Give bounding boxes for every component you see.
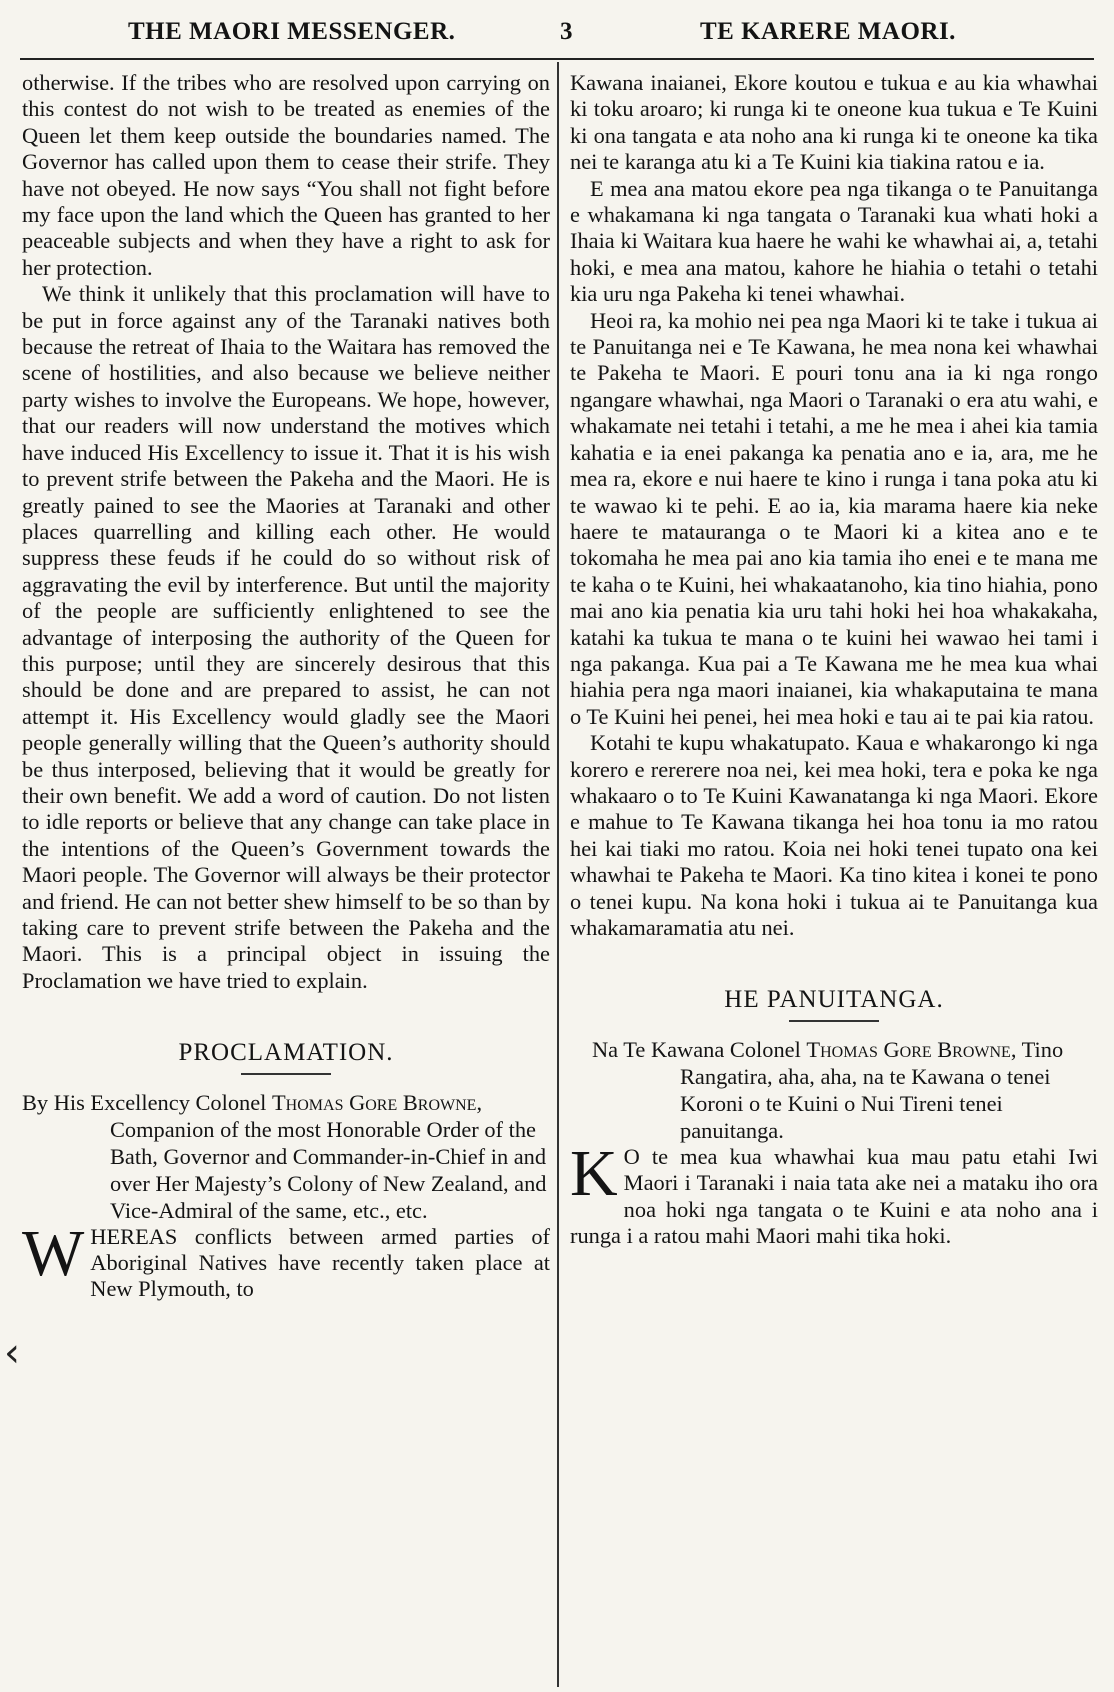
byline-lead: Na Te Kawana Colonel — [592, 1036, 801, 1062]
page-number: 3 — [560, 18, 573, 45]
proclamation-byline — [22, 1089, 550, 1224]
english-column — [22, 70, 550, 1303]
proclamation-body — [22, 1216, 550, 1303]
article-paragraph: Heoi ra, ka mohio nei pea nga Maori ki te take i tukua ai te Panuitanga nei e Te Kawana, he mea nona kei whawhai te Pakeha te Maori. E pouri tonu ana ia ki nga rongo ngangare whawhai, nga Maori o Taranaki o era atu wahi, e whakamate nei tetahi i tetahi, a me he mea i ahei kia tamia kahatia e ia enei pakanga ka penatia ano e ia, ara, me he mea ra, ekore e nui haere te kino i runga i tana poka atu ki te wawao ki te pehi. E ao ia, kia marama haere kia neke haere te matauranga o te Maori ki a kitea ano e te tokomaha he mea pai ano kia tamia iho enei e te mana me te kaha o te Kuini, hei whakaatanoho, kia tino hiahia, pono mai ano kia penatia kia uru tahi hoki hei hoa whakakaha, katahi ka tukua te mana o te kuini hei wawao hei tami i nga pakanga. Kua pai a Te Kawana me he mea kua whai hiahia pera nga maori inaianei, kia whakaputaina te mana o Te Kuini hei penei, hei mea hoki e tau ai te pai kia ratou. — [570, 307, 1098, 729]
byline-lead: By His Excellency Colonel — [22, 1089, 267, 1115]
drop-cap: K — [570, 1136, 618, 1210]
proclamation-title: PROCLAMATION. — [178, 1039, 394, 1067]
byline-rest: , Companion of the most Honorable Order of the Bath, Governor and Commander-in-Chief in and over Her Majesty’s Colony of New Zealand, and Vice-Admiral of the same, etc., etc. — [110, 1089, 547, 1223]
maori-column — [570, 70, 1098, 1249]
header-right-title: TE KARERE MAORI. — [700, 18, 956, 45]
column-divider — [557, 62, 559, 1687]
byline-name: Thomas Gore Browne — [272, 1089, 477, 1115]
article-paragraph: otherwise. If the tribes who are resolved upon carrying on this contest do not wish to be treated as enemies of the Queen let them keep outside the boundaries named. The Governor has called upon them to cease their strife. They have not obeyed. He now says “You shall not fight before my face upon the land which the Queen has granted to her peaceable subjects and when they have a right to ask for her protection. — [22, 70, 550, 280]
article-paragraph: Kotahi te kupu whakatupato. Kaua e whakarongo ki nga korero e rererere noa nei, kei mea hoki, tera e poka ke nga whakaaro o to Te Kuini Kawanatanga ki nga Maori. Ekore e mahue to Te Kawana tikanga hei hoa tonu ia mo ratou hei kai tiaki mo ratou. Koia nei hoki tenei tupato ona kei whawhai te Pakeha te Maori. Ka tino kitea i konei te pono o tenei kupu. Na kona hoki i tukua ai te Panuitanga kua whakamaramatia atu nei. — [570, 730, 1098, 940]
article-paragraph: We think it unlikely that this proclamation will have to be put in force against any of the Taranaki natives both because the retreat of Ihaia to the Waitara has removed the scene of hostilities, and also because we believe neither party wishes to involve the Europeans. We hope, however, that our readers will now understand the motives which have induced His Excellency to issue it. That it is his wish to prevent strife between the Pakeha and the Maori. He is greatly pained to see the Maories at Taranaki and other places quarrelling and killing each other. He would suppress these feuds if he could do so without risk of aggravating the evil by interference. But until the majority of the people are sufficiently enlightened to see the advantage of interposing the authority of the Queen for this purpose; until they are sincerely desirous that this should be done and are prepared to assist, he can not attempt it. His Excellency would gladly see the Maori people generally willing that the Queen’s authority should be thus interposed, believing that it would be greatly for their own benefit. We add a word of caution. Do not listen to idle reports or believe that any change can take place in the intentions of the Queen’s Government towards the Maori people. The Governor will always be their protector and friend. He can not better shew himself to be so than by taking care to prevent strife between the Pakeha and the Maori. This is a principal object in issuing the Proclamation we have tried to explain. — [22, 281, 550, 993]
article-paragraph: E mea ana matou ekore pea nga tikanga o te Panuitanga e whakamana ki nga tangata o Taranaki kua whati hoki a Ihaia ki Waitara kua haere he wahi ke whawhai ai, a, tetahi hoki, e mea ana matou, kahore he hiahia o tetahi o tetahi kia uru nga Pakeha ki tenei whawhai. — [570, 175, 1098, 307]
panuitanga-byline — [570, 1036, 1098, 1144]
article-paragraph: Kawana inaianei, Ekore koutou e tukua e au kia whawhai ki toku aroaro; ki runga ki te oneone kua tukua e Te Kuini ki ona tangata e ata noho ana ki runga ki te oneone ka tika nei te karanga atu ki a Te Kuini kia tiakina ratou e ia. — [570, 70, 1098, 175]
page-header — [0, 8, 1114, 48]
drop-cap: W — [22, 1216, 85, 1290]
header-rule — [20, 58, 1094, 60]
title-rule — [789, 1020, 879, 1022]
panuitanga-text: O te mea kua whawhai kua mau patu etahi Iwi Maori i Taranaki i naia tata ake nei a mataku iho ora noa hoki nga tangata o te Kuini e ata noho ana i runga i a ratou mahi Maori mahi tika hoki. — [570, 1143, 1098, 1249]
proclamation-text: HEREAS conflicts between armed parties of Aboriginal Natives have recently taken place at New Plymouth, to — [90, 1223, 550, 1302]
header-left-title: THE MAORI MESSENGER. — [128, 18, 456, 45]
margin-mark-icon: ‹ — [4, 1330, 20, 1376]
panuitanga-title: HE PANUITANGA. — [724, 986, 944, 1014]
byline-rest: , Tino Rangatira, aha, aha, na te Kawana o tenei Koroni o te Kuini o Nui Tireni tenei panuitanga. — [680, 1036, 1064, 1143]
byline-name: Thomas Gore Browne — [806, 1036, 1011, 1062]
panuitanga-body — [570, 1136, 1098, 1250]
title-rule — [241, 1073, 331, 1075]
